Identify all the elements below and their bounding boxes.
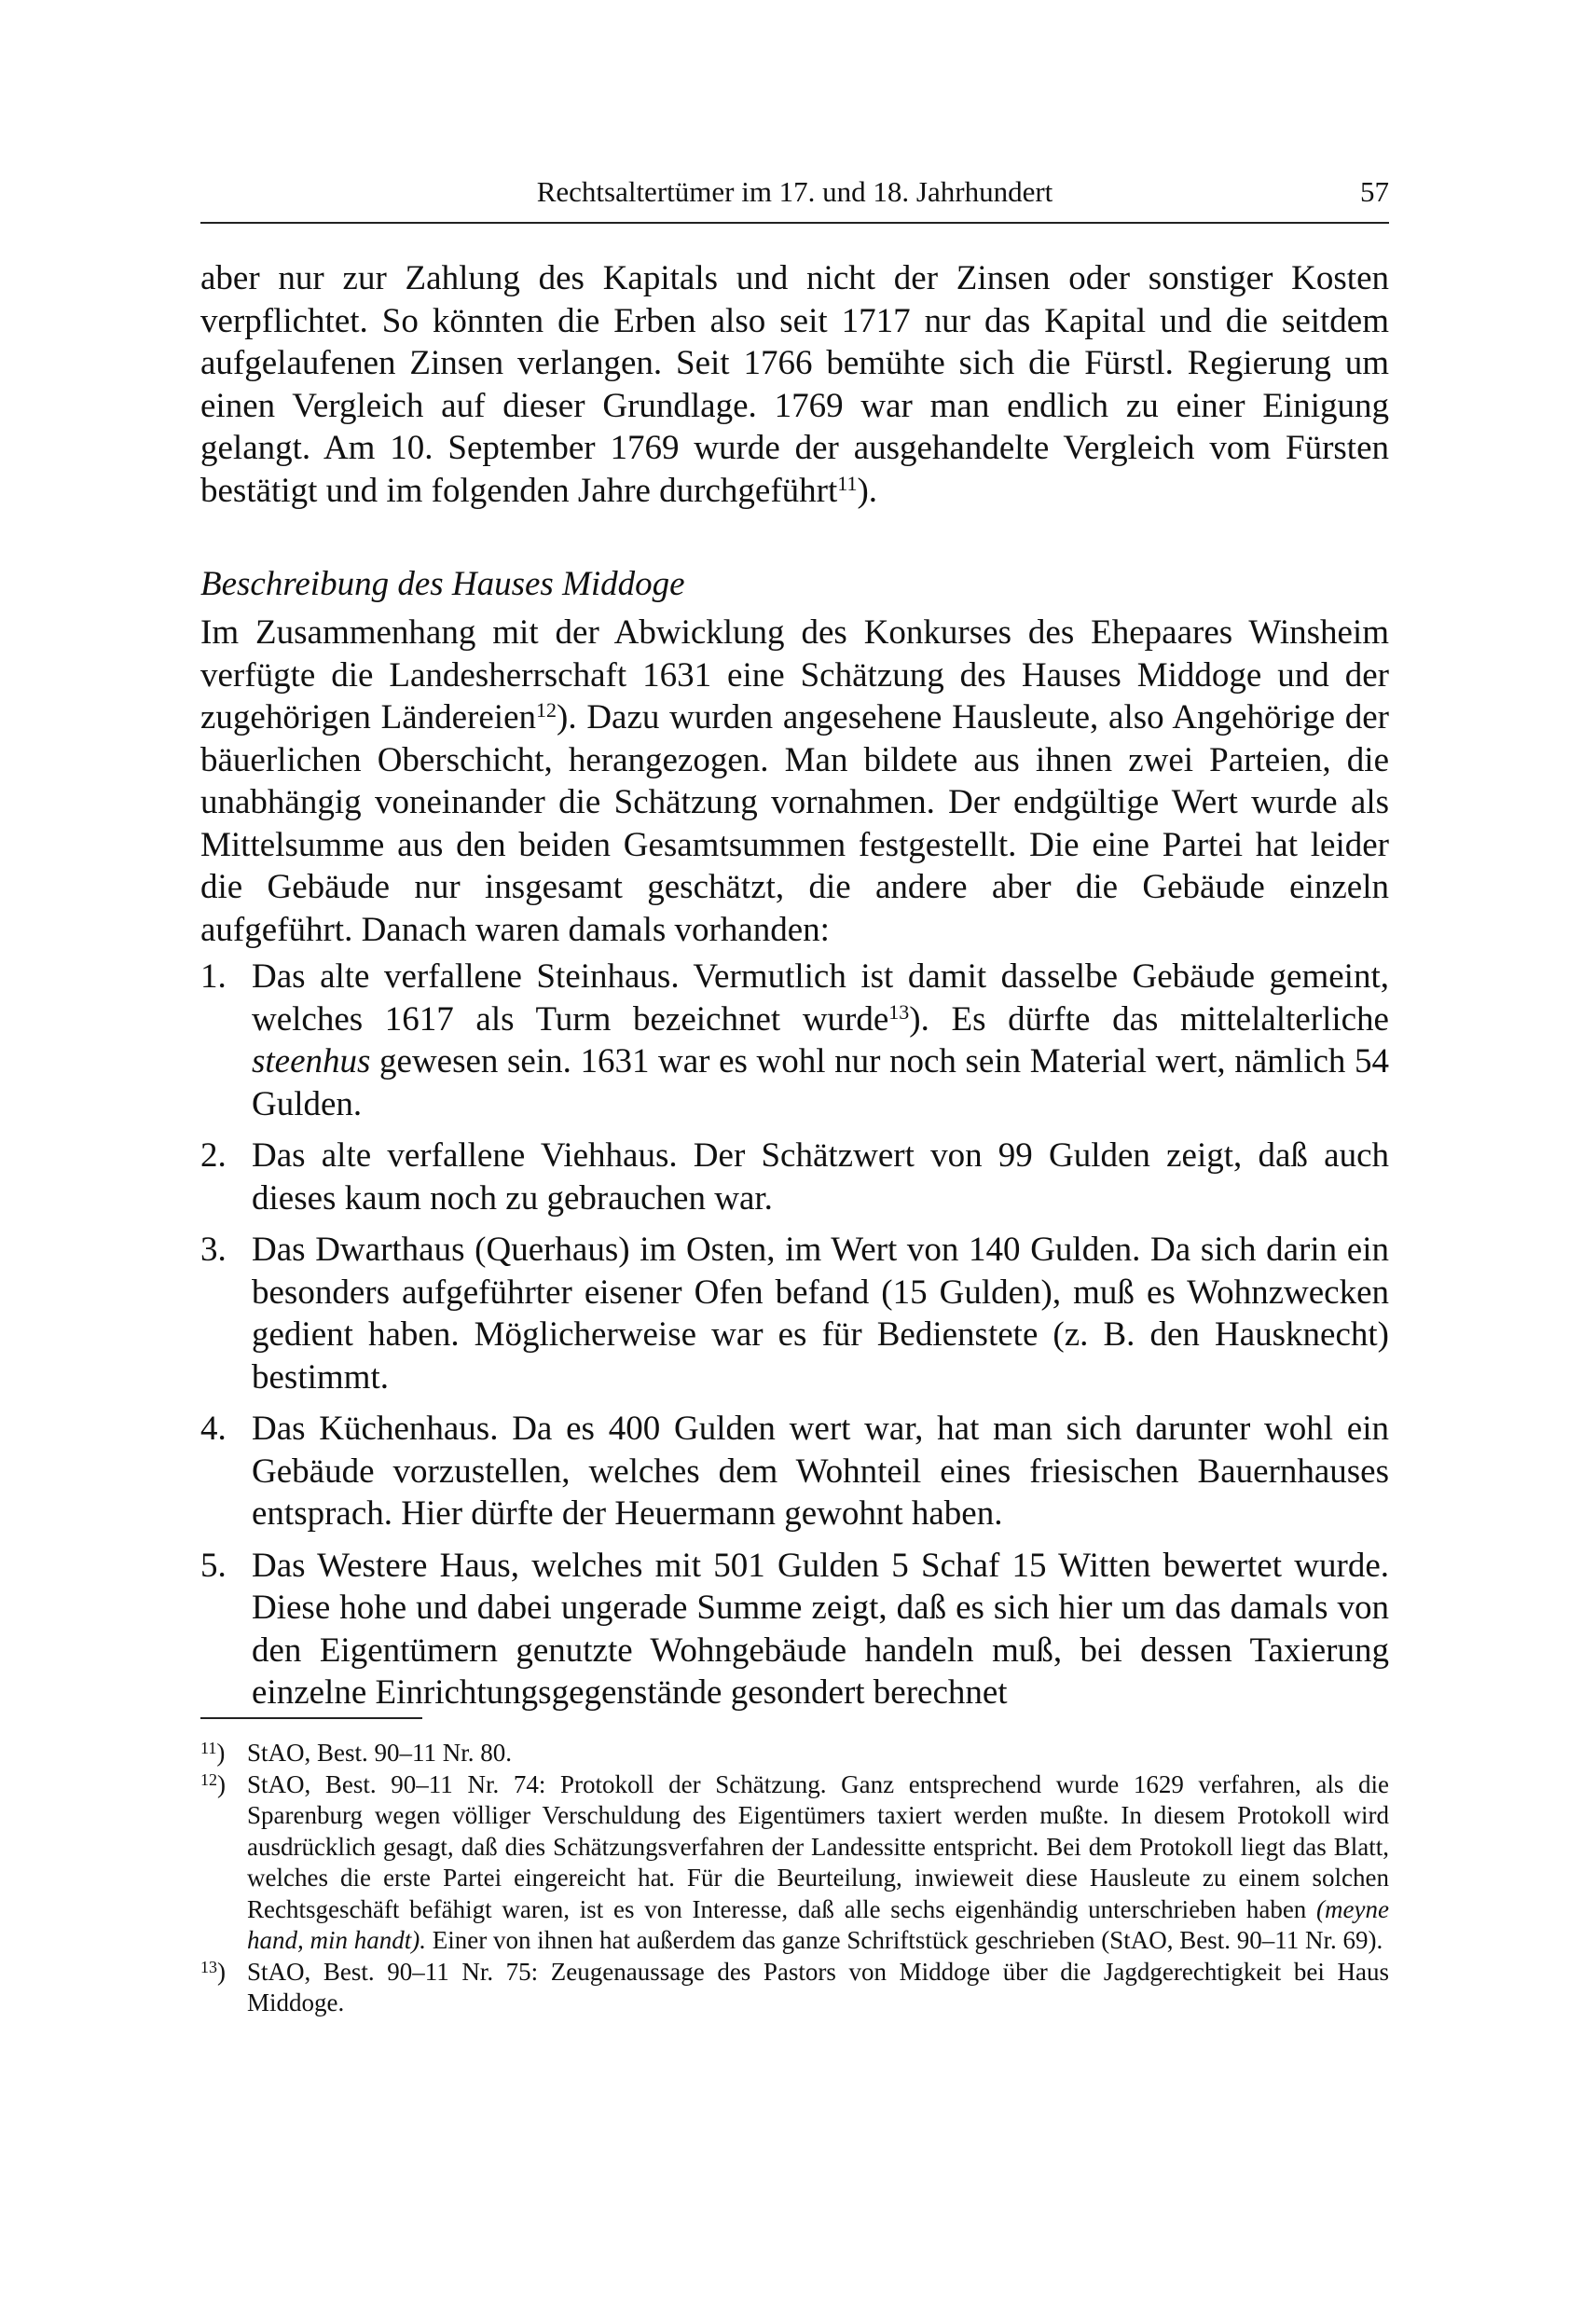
list-item-text: gewesen sein. 1631 war es wohl nur noch sein Material wert, nämlich 54 Gulden.: [252, 1042, 1389, 1123]
page-header: [200, 170, 1389, 222]
section-text-part2: ). Dazu wurden angesehene Hausleute, also Angehörige der bäuerlichen Oberschicht, herangezogen. Man bildete aus ihnen zwei Parteien, die unabhängig voneinander die Schätzung vornahmen. Der endgültige Wert wurde als Mittelsumme aus den beiden Gesamtsummen festgestellt. Die eine Partei hat leider die Gebäude nur insgesamt geschätzt, die andere aber die Gebäude einzeln aufgeführt. Danach waren damals vorhanden:: [200, 698, 1390, 949]
list-item-italic: steenhus: [252, 1042, 371, 1080]
list-item: [200, 1229, 1389, 1398]
section-heading: Beschreibung des Hauses Middoge: [200, 565, 685, 603]
footnote-mark: $^{11}$): [200, 1739, 226, 1767]
list-item-number: 1.: [200, 957, 227, 996]
intro-text: aber nur zur Zahlung des Kapitals und nicht der Zinsen oder sonstiger Kosten verpflichtet. So könnten die Erben also seit 1717 nur das Kapital und die seitdem aufgelaufenen Zinsen verlangen. Seit 1766 bemühte sich die Fürstl. Regierung um einen Vergleich auf dieser Grundlage. 1769 war man endlich zu einer Einigung gelangt. Am 10. September 1769 wurde der ausgehandelte Vergleich vom Fürsten bestätigt und im folgenden Jahre durchgeführt: [200, 259, 1389, 510]
footnote-italic: (meyne hand, min handt).: [247, 1894, 1389, 1954]
list-item-number: 4.: [200, 1410, 227, 1448]
footnote-mark: $^{13}$): [200, 1957, 226, 1986]
footnote: [200, 1957, 1389, 2019]
list-item: [200, 1545, 1389, 1714]
list-item-text: ). Es dürfte das mittelalterliche: [909, 999, 1389, 1039]
header-rule: [200, 222, 1389, 224]
intro-tail: ).: [857, 471, 878, 510]
footnote: [200, 1769, 1389, 1957]
list-item-text: Das alte verfallene Viehhaus. Der Schätzwert von 99 Gulden zeigt, daß auch dieses kaum noch zu gebrauchen war.: [252, 1136, 1389, 1218]
building-list: [200, 956, 1389, 1724]
list-item-text: Das alte verfallene Steinhaus. Vermutlich ist damit dasselbe Gebäude gemeint, welches 1617 als Turm bezeichnet wurde: [252, 957, 1389, 1039]
page-number: 57: [1360, 175, 1389, 208]
intro-paragraph: [200, 257, 1389, 512]
footnote-ref-12: 12: [536, 698, 557, 722]
list-item: [200, 1408, 1389, 1535]
section-paragraph: [200, 612, 1389, 951]
list-item-text: Das Dwarthaus (Querhaus) im Osten, im Wert von 140 Gulden. Da sich darin ein besonders aufgeführter eisener Ofen befand (15 Gulden), muß es Wohnzwecken gedient haben. Möglicherweise war es für Bedienstete (z. B. den Hausknecht) bestimmt.: [252, 1231, 1389, 1397]
footnotes: [200, 1738, 1389, 2019]
list-item-number: 5.: [200, 1546, 227, 1585]
list-item-number: 2.: [200, 1136, 227, 1175]
running-title: Rechtsaltertümer im 17. und 18. Jahrhundert: [536, 175, 1053, 208]
list-item-text: Das Küchenhaus. Da es 400 Gulden wert war, hat man sich darunter wohl ein Gebäude vorzustellen, welches dem Wohnteil eines friesischen Bauernhauses entsprach. Hier dürfte der Heuermann gewohnt haben.: [252, 1410, 1389, 1533]
footnote-mark: $^{12}$): [200, 1769, 226, 1798]
list-item-number: 3.: [200, 1231, 227, 1269]
list-item-text: Das Westere Haus, welches mit 501 Gulden 5 Schaf 15 Witten bewertet wurde. Diese hohe und dabei ungerade Summe zeigt, daß es sich hier um das damals von den Eigentümern genutzte Wohngebäude handeln muß, bei dessen Taxierung einzelne Einrichtungsgegenstände gesondert berechnet: [252, 1546, 1389, 1712]
footnote-text: StAO, Best. 90–11 Nr. 75: Zeugenaussage des Pastors von Middoge über die Jagdgerechtigkeit bei Haus Middoge.: [247, 1957, 1389, 2016]
footnote: [200, 1738, 1389, 1769]
footnote-ref-13: 13: [888, 999, 910, 1024]
list-item: [200, 1135, 1389, 1219]
footnote-text: Einer von ihnen hat außerdem das ganze Schriftstück geschrieben (StAO, Best. 90–11 Nr. 69).: [432, 1926, 1383, 1954]
footnote-text: StAO, Best. 90–11 Nr. 74: Protokoll der Schätzung. Ganz entsprechend wurde 1629 verfahren, als die Sparenburg wegen völliger Verschuldung des Eigentümers taxiert werden mußte. In diesem Protokoll wird ausdrücklich gesagt, daß dies Schätzungsverfahren der Landessitte entspricht. Bei dem Protokoll liegt das Blatt, welches die erste Partei eingereicht hat. Für die Beurteilung, inwieweit diese Hausleute zu einem solchen Rechtsgeschäft befähigt waren, ist es von Interesse, daß alle sechs eigenhändig unterschrieben haben: [247, 1769, 1389, 1923]
footnote-text: StAO, Best. 90–11 Nr. 80.: [247, 1739, 513, 1767]
footnote-rule: [200, 1717, 422, 1719]
section-text-part1: Im Zusammenhang mit der Abwicklung des Konkurses des Ehepaares Winsheim verfügte die Landesherrschaft 1631 eine Schätzung des Hauses Middoge und der zugehörigen Ländereien: [200, 613, 1389, 736]
footnote-ref-11: 11: [837, 471, 858, 495]
list-item: [200, 956, 1389, 1125]
